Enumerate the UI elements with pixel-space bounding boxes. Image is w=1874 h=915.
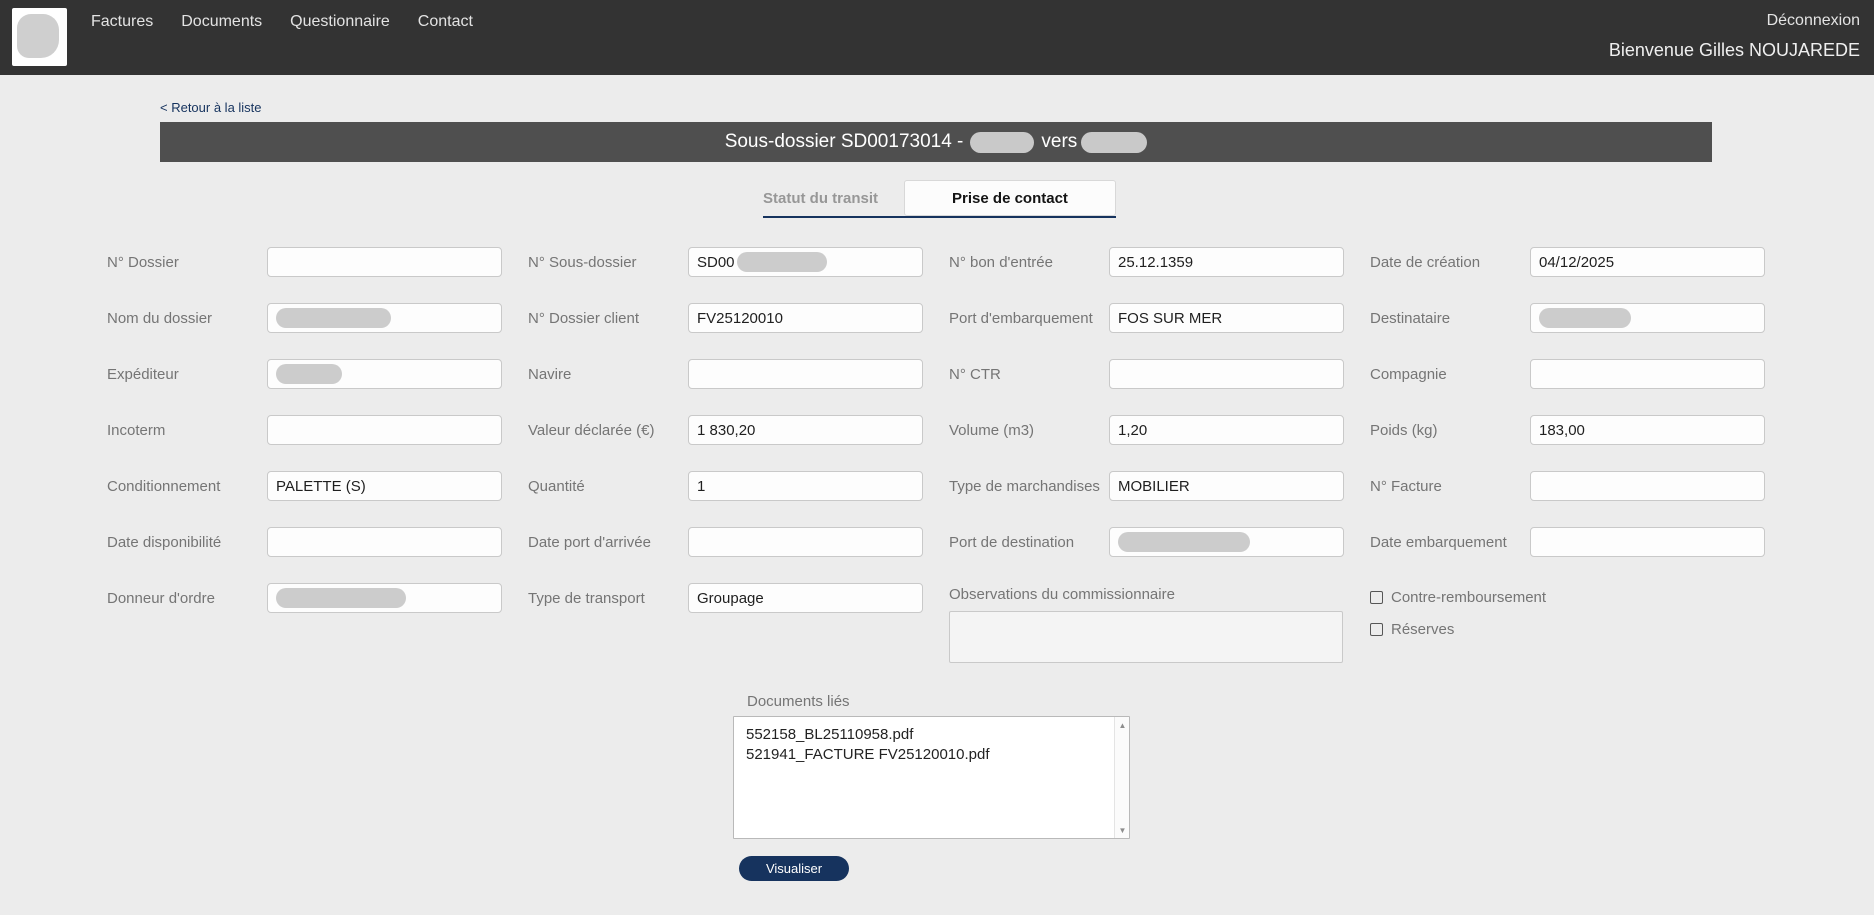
field-incoterm <box>107 415 502 445</box>
field-date-embarquement <box>1370 527 1765 557</box>
field-compagnie <box>1370 359 1765 389</box>
scroll-down-icon[interactable]: ▼ <box>1118 825 1127 835</box>
main-nav <box>91 13 473 31</box>
field-quantite <box>528 471 923 501</box>
field-label-n-bon-entree: N° bon d'entrée <box>949 253 1053 271</box>
field-nom-dossier <box>107 303 502 333</box>
top-nav-bar <box>0 0 1874 75</box>
field-input-incoterm[interactable] <box>267 415 502 445</box>
field-conditionnement <box>107 471 502 501</box>
field-value: 1,20 <box>1118 421 1148 439</box>
field-n-sous-dossier <box>528 247 923 277</box>
field-value: Groupage <box>697 589 764 607</box>
field-label-n-sous-dossier: N° Sous-dossier <box>528 253 637 271</box>
field-poids <box>1370 415 1765 445</box>
field-label-port-destination: Port de destination <box>949 533 1075 551</box>
nav-item-factures[interactable]: Factures <box>91 13 154 30</box>
app-logo[interactable] <box>12 8 67 66</box>
field-input-poids[interactable] <box>1530 415 1765 445</box>
field-label-n-dossier-client: N° Dossier client <box>528 309 640 327</box>
field-n-facture <box>1370 471 1765 501</box>
documents-listbox[interactable] <box>733 716 1130 839</box>
field-input-n-dossier-client[interactable] <box>688 303 923 333</box>
field-label-incoterm: Incoterm <box>107 421 166 439</box>
logo-redaction-blob <box>17 14 59 58</box>
logout-link[interactable]: Déconnexion <box>1766 12 1860 29</box>
checkbox-box-icon[interactable] <box>1370 591 1383 604</box>
observations-label: Observations du commissionnaire <box>949 586 1175 603</box>
listbox-scrollbar[interactable] <box>1114 717 1129 838</box>
field-input-donneur-ordre[interactable] <box>267 583 502 613</box>
field-label-donneur-ordre: Donneur d'ordre <box>107 589 215 607</box>
field-input-valeur-declaree[interactable] <box>688 415 923 445</box>
nav-item-questionnaire[interactable]: Questionnaire <box>290 13 390 30</box>
field-input-navire[interactable] <box>688 359 923 389</box>
field-valeur-declaree <box>528 415 923 445</box>
checkbox-label: Contre-remboursement <box>1391 588 1547 606</box>
field-input-port-destination[interactable] <box>1109 527 1344 557</box>
field-n-dossier-client <box>528 303 923 333</box>
field-label-type-transport: Type de transport <box>528 589 645 607</box>
field-value: 1 830,20 <box>697 421 756 439</box>
field-label-port-embarquement: Port d'embarquement <box>949 309 1093 327</box>
field-label-n-dossier: N° Dossier <box>107 253 179 271</box>
field-input-destinataire[interactable] <box>1530 303 1765 333</box>
field-label-date-creation: Date de création <box>1370 253 1481 271</box>
field-n-dossier <box>107 247 502 277</box>
back-to-list-link[interactable]: < Retour à la liste <box>160 100 262 115</box>
field-port-destination <box>949 527 1344 557</box>
subfolder-form <box>107 247 1765 668</box>
field-input-n-ctr[interactable] <box>1109 359 1344 389</box>
field-value: 183,00 <box>1539 421 1585 439</box>
redaction-blob <box>1539 308 1631 328</box>
nav-item-contact[interactable]: Contact <box>417 13 473 30</box>
field-label-date-port-arrivee: Date port d'arrivée <box>528 533 651 551</box>
file-item[interactable]: 552158_BL25110958.pdf <box>746 726 914 743</box>
field-date-disponibilite <box>107 527 502 557</box>
welcome-text: Bienvenue Gilles NOUJAREDE <box>1608 40 1860 60</box>
field-value: FV25120010 <box>697 309 783 327</box>
field-date-port-arrivee <box>528 527 923 557</box>
field-type-marchandises <box>949 471 1344 501</box>
checkbox-label: Réserves <box>1391 620 1455 638</box>
field-type-transport <box>528 583 923 613</box>
field-input-expediteur[interactable] <box>267 359 502 389</box>
field-input-date-creation[interactable] <box>1530 247 1765 277</box>
tab-strip <box>763 180 1116 218</box>
field-label-nom-dossier: Nom du dossier <box>107 309 213 327</box>
field-value: 04/12/2025 <box>1539 253 1615 271</box>
field-destinataire <box>1370 303 1765 333</box>
field-value: 1 <box>697 477 706 495</box>
field-label-navire: Navire <box>528 365 572 383</box>
field-input-conditionnement[interactable] <box>267 471 502 501</box>
field-input-type-transport[interactable] <box>688 583 923 613</box>
field-input-n-facture[interactable] <box>1530 471 1765 501</box>
field-input-n-sous-dossier[interactable] <box>688 247 923 277</box>
field-expediteur <box>107 359 502 389</box>
field-value: MOBILIER <box>1118 477 1190 495</box>
field-input-date-disponibilite[interactable] <box>267 527 502 557</box>
field-input-compagnie[interactable] <box>1530 359 1765 389</box>
field-port-embarquement <box>949 303 1344 333</box>
field-label-expediteur: Expéditeur <box>107 365 179 383</box>
redaction-blob <box>276 364 342 384</box>
redaction-blob <box>1118 532 1250 552</box>
field-input-date-embarquement[interactable] <box>1530 527 1765 557</box>
field-donneur-ordre <box>107 583 502 613</box>
visualiser-button[interactable]: Visualiser <box>739 856 849 881</box>
redaction-blob <box>276 588 406 608</box>
checkbox-reserves[interactable] <box>1370 619 1765 639</box>
redaction-blob <box>737 252 827 272</box>
field-input-nom-dossier[interactable] <box>267 303 502 333</box>
field-navire <box>528 359 923 389</box>
file-item[interactable]: 521941_FACTURE FV25120010.pdf <box>746 746 990 763</box>
field-label-conditionnement: Conditionnement <box>107 477 221 495</box>
field-input-quantite[interactable] <box>688 471 923 501</box>
field-input-n-dossier[interactable] <box>267 247 502 277</box>
documents-label: Documents liés <box>747 693 850 710</box>
field-label-quantite: Quantité <box>528 477 585 495</box>
field-input-type-marchandises[interactable] <box>1109 471 1344 501</box>
field-date-creation <box>1370 247 1765 277</box>
field-value: SD00 <box>697 253 735 271</box>
field-label-poids: Poids (kg) <box>1370 421 1438 439</box>
field-n-bon-entree <box>949 247 1344 277</box>
observations-textarea[interactable] <box>949 611 1343 663</box>
field-label-n-ctr: N° CTR <box>949 365 1001 383</box>
field-label-valeur-declaree: Valeur déclarée (€) <box>528 421 655 439</box>
redaction-blob <box>276 308 391 328</box>
checkbox-box-icon[interactable] <box>1370 623 1383 636</box>
field-input-port-embarquement[interactable] <box>1109 303 1344 333</box>
nav-item-documents[interactable]: Documents <box>181 13 263 30</box>
field-label-compagnie: Compagnie <box>1370 365 1447 383</box>
field-value: FOS SUR MER <box>1118 309 1223 327</box>
observations-block <box>949 583 1344 668</box>
field-label-destinataire: Destinataire <box>1370 309 1451 327</box>
subfolder-title-bar <box>160 122 1712 162</box>
checkbox-group <box>1370 583 1765 668</box>
field-input-date-port-arrivee[interactable] <box>688 527 923 557</box>
field-input-volume[interactable] <box>1109 415 1344 445</box>
title-redaction-blob <box>970 132 1034 153</box>
checkbox-contre-remboursement[interactable] <box>1370 587 1765 607</box>
title-text: Sous-dossier SD00173014 - <box>724 131 964 152</box>
title-redaction-blob <box>1081 132 1147 153</box>
field-n-ctr <box>949 359 1344 389</box>
tab-statut-du-transit[interactable]: Statut du transit <box>763 190 878 207</box>
field-input-n-bon-entree[interactable] <box>1109 247 1344 277</box>
field-volume <box>949 415 1344 445</box>
title-vers-text: vers <box>1041 131 1078 152</box>
scroll-up-icon[interactable]: ▲ <box>1118 720 1127 730</box>
field-value: 25.12.1359 <box>1118 253 1194 271</box>
field-label-date-disponibilite: Date disponibilité <box>107 533 222 551</box>
tab-prise-de-contact[interactable]: Prise de contact <box>904 180 1116 216</box>
field-label-date-embarquement: Date embarquement <box>1370 533 1507 551</box>
field-value: PALETTE (S) <box>276 477 366 495</box>
field-label-volume: Volume (m3) <box>949 421 1035 439</box>
field-label-n-facture: N° Facture <box>1370 477 1442 495</box>
documents-file-list <box>734 717 1113 838</box>
field-label-type-marchandises: Type de marchandises <box>949 477 1100 495</box>
